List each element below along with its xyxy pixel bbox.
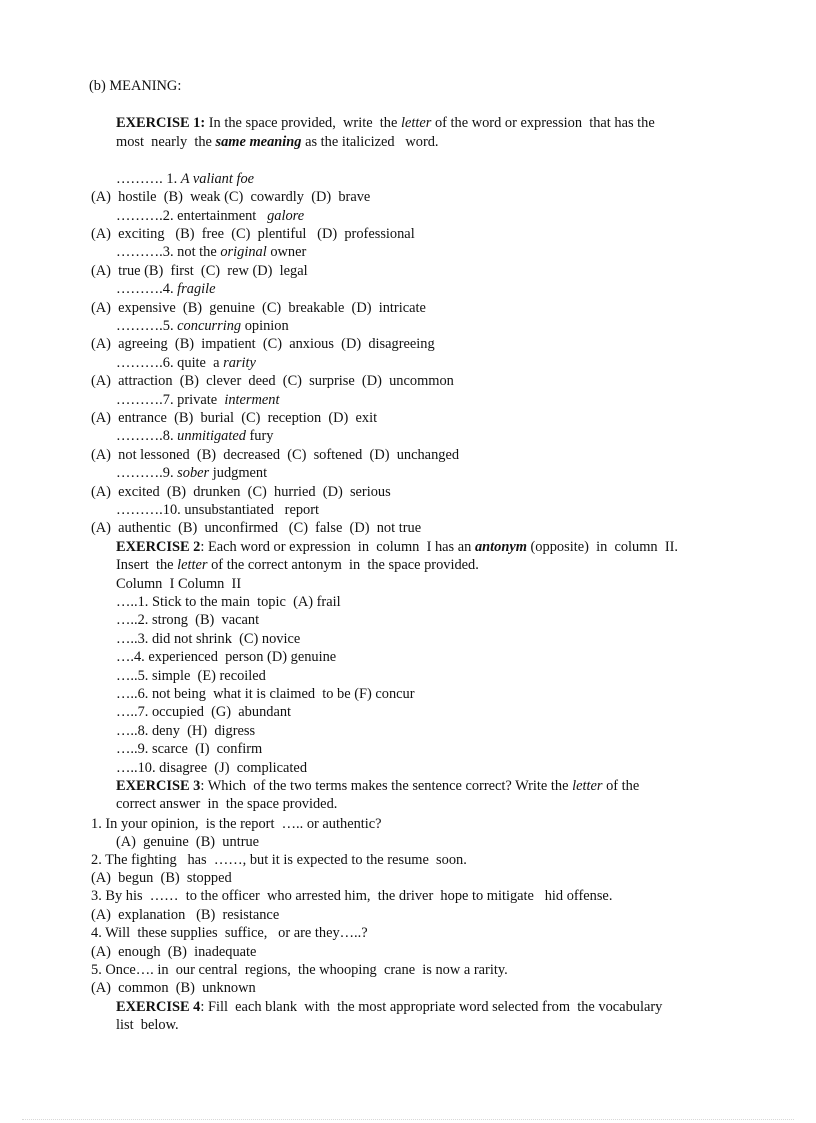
exercise2-item: …..2. strong (B) vacant (116, 612, 260, 628)
exercise1-item-choices: (A) not lessoned (B) decreased (C) softened (D) unchanged (91, 447, 460, 463)
exercise3-choices: (A) enough (B) inadequate (91, 944, 257, 960)
exercise3-choices: (A) begun (B) stopped (91, 870, 232, 886)
exercise2-item: ….4. experienced person (D) genuine (116, 649, 337, 665)
exercise3-choices: (A) genuine (B) untrue (116, 834, 260, 850)
exercise1-item-prompt: ……….6. quite a rarity (116, 355, 256, 371)
exercise1-item-choices: (A) expensive (B) genuine (C) breakable (D) intricate (91, 300, 426, 316)
exercise1-item-choices: (A) excited (B) drunken (C) hurried (D) serious (91, 484, 391, 500)
exercise3-title: EXERCISE 3 (116, 778, 201, 794)
exercise1-item-prompt: ……….8. unmitigated fury (116, 428, 274, 444)
exercise1-instruction-line1: EXERCISE 1: In the space provided, write the letter of the word or expression that has the (116, 115, 655, 131)
exercise1-item-prompt: ……….7. private interment (116, 392, 280, 408)
exercise1-instruction-line2: most nearly the same meaning as the italicized word. (116, 134, 439, 150)
exercise1-item-prompt: ……….10. unsubstantiated report (116, 502, 320, 518)
exercise2-instruction-line1: EXERCISE 2: Each word or expression in column I has an antonym (opposite) in column II. (116, 539, 678, 555)
exercise1-item-choices: (A) authentic (B) unconfirmed (C) false (D) not true (91, 520, 422, 536)
exercise3-instruction-line2: correct answer in the space provided. (116, 796, 338, 812)
exercise1-item-prompt: ……….3. not the original owner (116, 244, 307, 260)
exercise3-question: 3. By his …… to the officer who arrested him, the driver hope to mitigate hid offense. (91, 888, 613, 904)
exercise2-item: …..5. simple (E) recoiled (116, 668, 266, 684)
exercise1-title: EXERCISE 1: (116, 115, 206, 131)
exercise3-question: 1. In your opinion, is the report ….. or authentic? (91, 816, 382, 832)
exercise1-item-prompt: ……….4. fragile (116, 281, 216, 297)
exercise1-item-choices: (A) true (B) first (C) rew (D) legal (91, 263, 308, 279)
exercise2-columns-header: Column I Column II (116, 576, 242, 592)
exercise2-instruction-line2: Insert the letter of the correct antonym in the space provided. (116, 557, 479, 573)
exercise1-item-prompt: ………. 1. A valiant foe (116, 171, 255, 187)
exercise1-item-prompt: ……….2. entertainment galore (116, 208, 305, 224)
exercise1-item-choices: (A) agreeing (B) impatient (C) anxious (D) disagreeing (91, 336, 435, 352)
exercise3-question: 4. Will these supplies suffice, or are they…..? (91, 925, 368, 941)
exercise2-title: EXERCISE 2 (116, 539, 201, 555)
exercise2-item: …..9. scarce (I) confirm (116, 741, 263, 757)
exercise1-item-choices: (A) entrance (B) burial (C) reception (D) exit (91, 410, 378, 426)
exercise2-item: …..10. disagree (J) complicated (116, 760, 308, 776)
exercise2-item: …..1. Stick to the main topic (A) frail (116, 594, 341, 610)
exercise4-title: EXERCISE 4 (116, 999, 201, 1015)
exercise2-item: …..6. not being what it is claimed to be (F) concur (116, 686, 415, 702)
exercise3-choices: (A) common (B) unknown (91, 980, 256, 996)
exercise3-instruction-line1: EXERCISE 3: Which of the two terms makes the sentence correct? Write the letter of the (116, 778, 640, 794)
exercise1-item-prompt: ……….5. concurring opinion (116, 318, 289, 334)
exercise3-question: 2. The fighting has ……, but it is expected to the resume soon. (91, 852, 467, 868)
exercise2-item: …..7. occupied (G) abundant (116, 704, 292, 720)
exercise3-question: 5. Once…. in our central regions, the whooping crane is now a rarity. (91, 962, 508, 978)
page-bottom-divider (22, 1119, 794, 1120)
exercise2-item: …..3. did not shrink (C) novice (116, 631, 301, 647)
exercise1-item-prompt: ……….9. sober judgment (116, 465, 268, 481)
section-heading: (b) MEANING: (89, 78, 182, 94)
exercise2-item: …..8. deny (H) digress (116, 723, 256, 739)
exercise4-instruction-line1: EXERCISE 4: Fill each blank with the most appropriate word selected from the vocabulary (116, 999, 663, 1015)
exercise1-item-choices: (A) hostile (B) weak (C) cowardly (D) brave (91, 189, 371, 205)
exercise4-instruction-line2: list below. (116, 1017, 179, 1033)
exercise3-choices: (A) explanation (B) resistance (91, 907, 280, 923)
exercise1-item-choices: (A) attraction (B) clever deed (C) surprise (D) uncommon (91, 373, 454, 389)
exercise1-item-choices: (A) exciting (B) free (C) plentiful (D) professional (91, 226, 415, 242)
